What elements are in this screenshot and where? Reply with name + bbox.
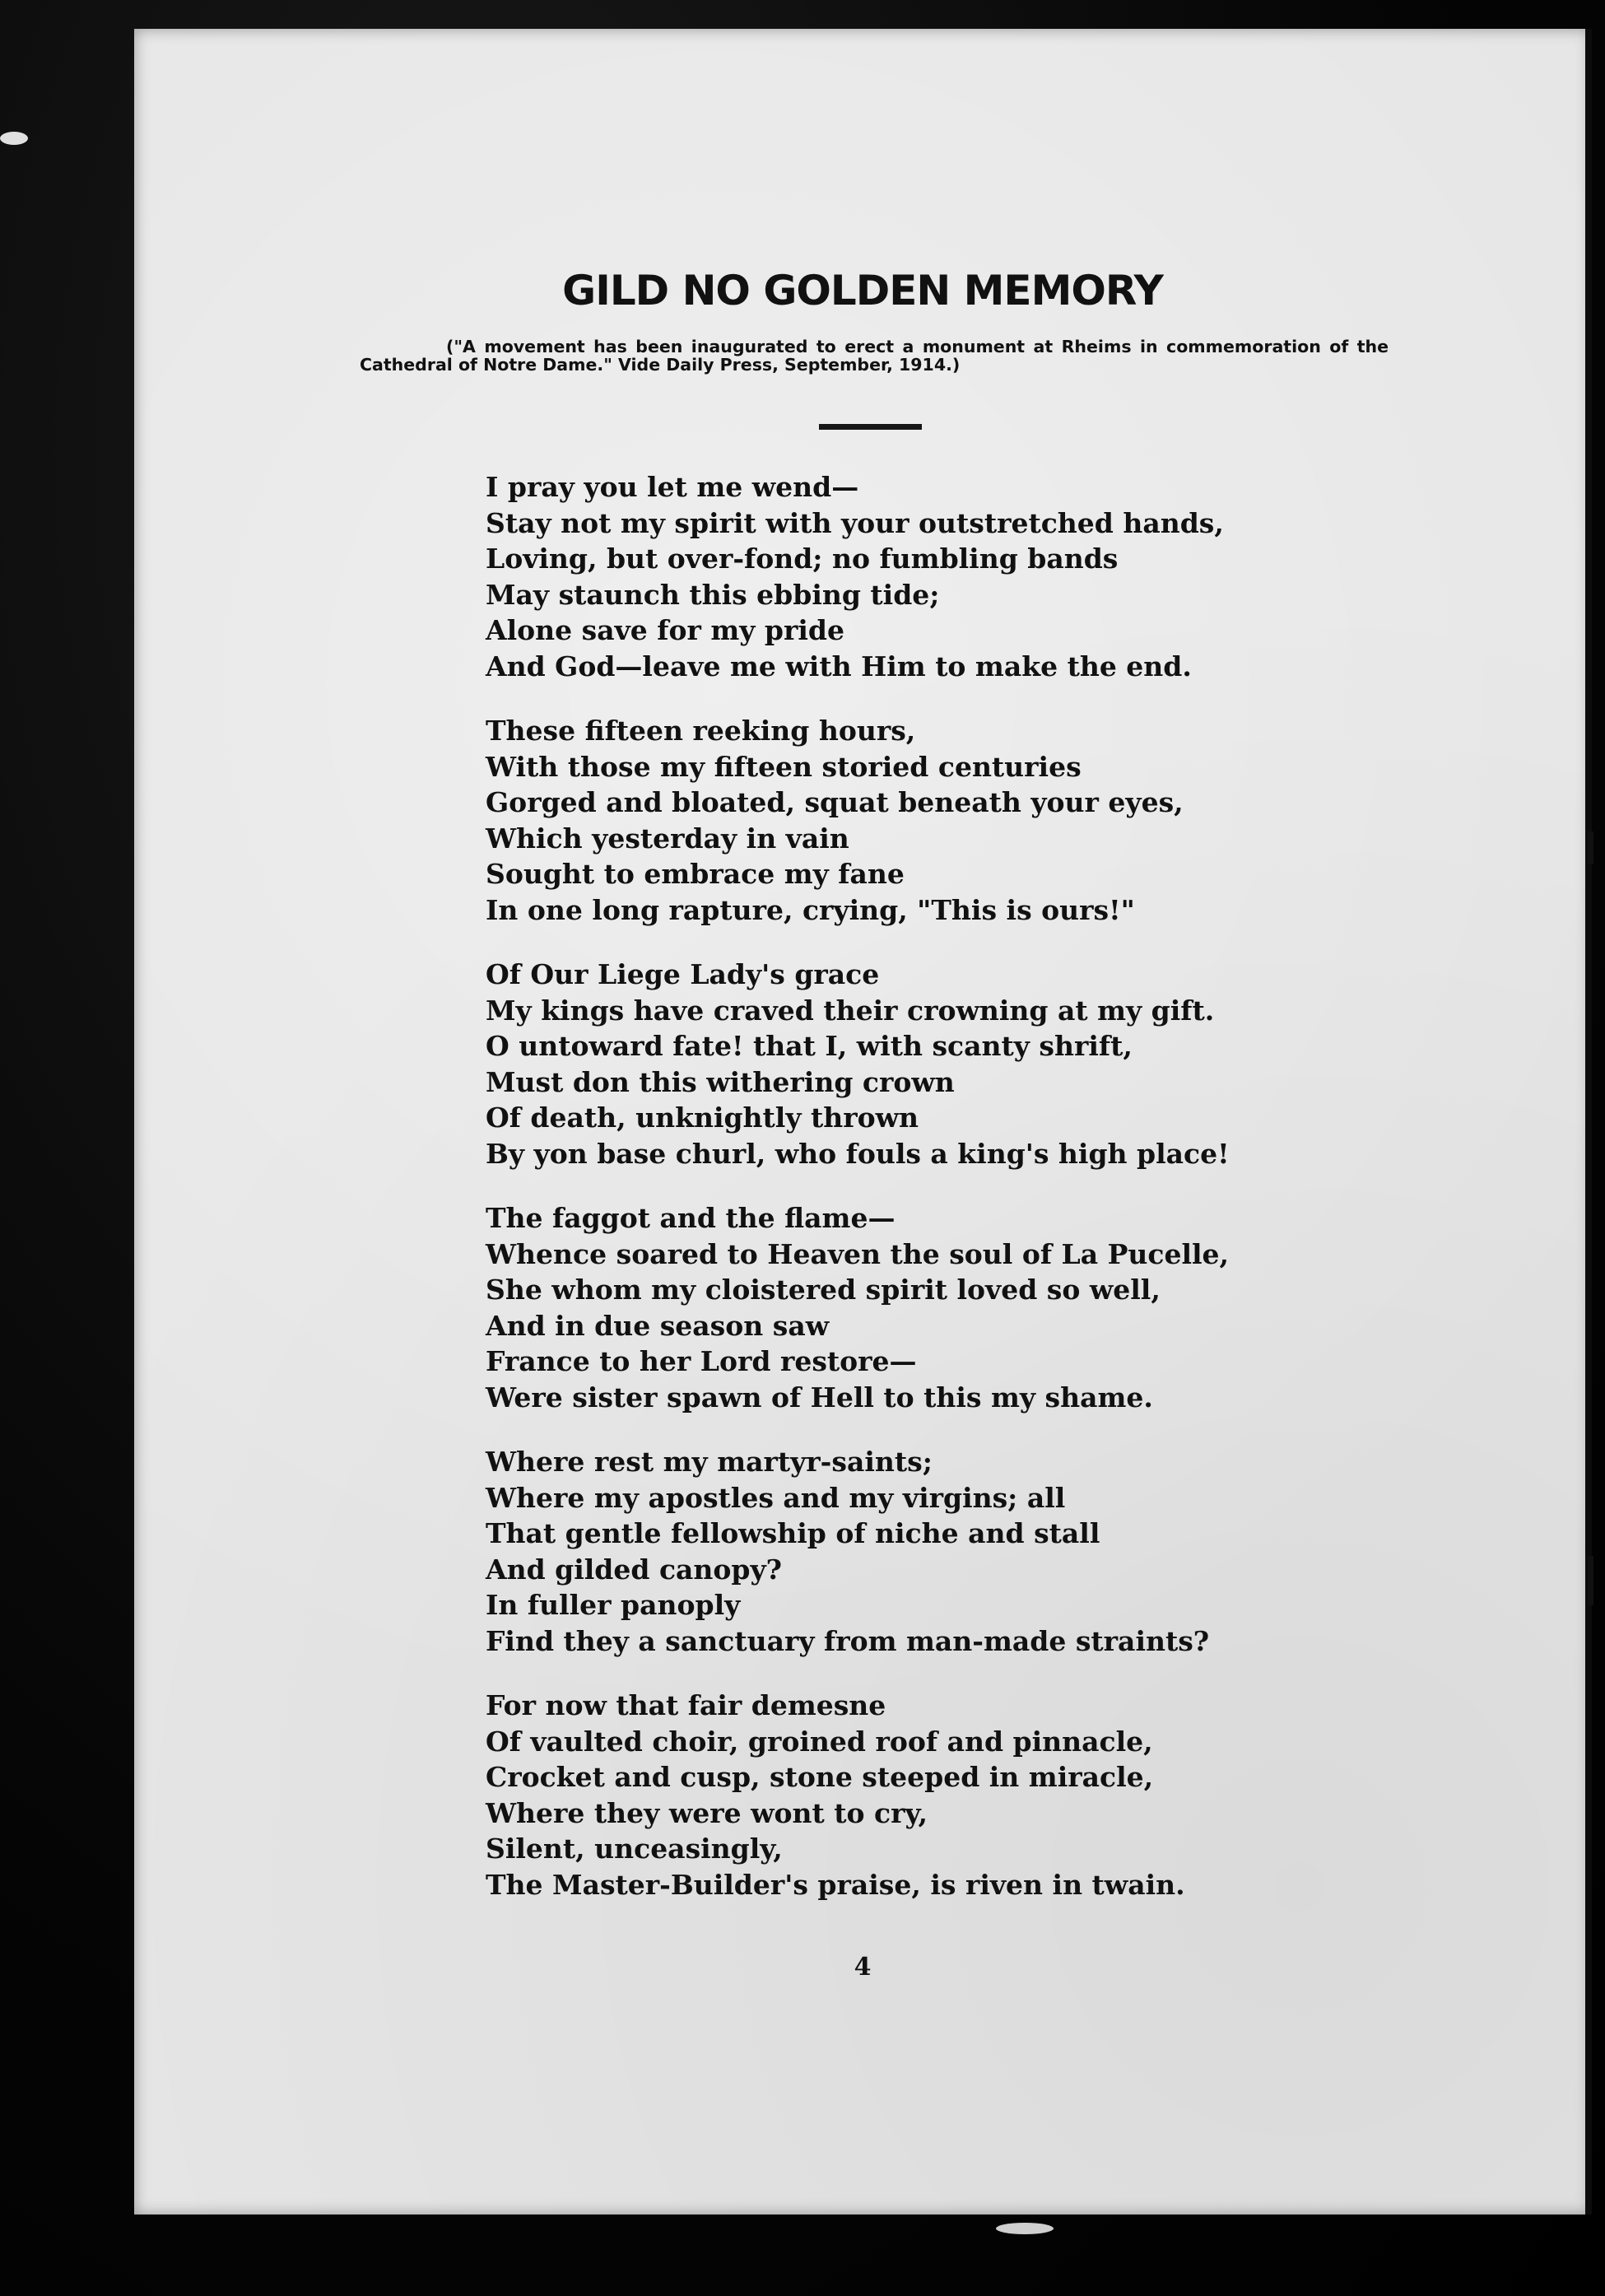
poem-line: I pray you let me wend— <box>486 471 859 503</box>
poem-line: Where rest my martyr-saints; <box>486 1446 933 1478</box>
page-number: 4 <box>854 1953 872 1982</box>
poem-line: And God—leave me with Him to make the end. <box>486 650 1192 682</box>
poem-line: Sought to embrace my fane <box>486 858 905 890</box>
poem-line: She whom my cloistered spirit loved so well, <box>486 1274 1161 1306</box>
poem-line: O untoward fate! that I, with scanty shrift, <box>486 1030 1133 1062</box>
poem-line: For now that fair demesne <box>486 1689 886 1721</box>
stanza-5 <box>486 1444 1375 1659</box>
poem-line: Silent, unceasingly, <box>486 1833 783 1865</box>
poem-body <box>486 469 1375 1931</box>
stanza-3 <box>486 957 1375 1171</box>
poem-line: And in due season saw <box>486 1309 830 1342</box>
poem-line: Where they were wont to cry, <box>486 1796 928 1829</box>
poem-line: By yon base churl, who fouls a king's high place! <box>486 1137 1230 1170</box>
poem-line: Must don this withering crown <box>486 1065 955 1098</box>
stanza-1 <box>486 469 1375 684</box>
poem-line: Of death, unknightly thrown <box>486 1101 919 1134</box>
poem-line: Of vaulted choir, groined roof and pinnacle, <box>486 1725 1153 1758</box>
scan-artifact <box>996 2223 1054 2234</box>
poem-line: Which yesterday in vain <box>486 822 849 855</box>
stanza-2 <box>486 713 1375 928</box>
poem-line: Crocket and cusp, stone steeped in miracle, <box>486 1761 1154 1793</box>
poem-line: Loving, but over-fond; no fumbling bands <box>486 543 1119 575</box>
edge-mark <box>1588 1556 1593 1605</box>
poem-line: In one long rapture, crying, "This is ours!" <box>486 893 1135 926</box>
poem-line: In fuller panoply <box>486 1589 741 1621</box>
poem-line: France to her Lord restore— <box>486 1345 917 1377</box>
poem-line: These fifteen reeking hours, <box>486 715 916 747</box>
poem-line: The faggot and the flame— <box>486 1202 896 1234</box>
poem-line: Find they a sanctuary from man-made straints? <box>486 1624 1210 1657</box>
poem-line: Were sister spawn of Hell to this my shame. <box>486 1381 1153 1413</box>
poem-line: The Master-Builder's praise, is riven in twain. <box>486 1868 1185 1901</box>
poem-line: Whence soared to Heaven the soul of La Pucelle, <box>486 1237 1230 1270</box>
poem-line: Where my apostles and my virgins; all <box>486 1481 1066 1514</box>
edge-mark <box>1588 831 1593 864</box>
title-divider <box>819 424 922 430</box>
stanza-6 <box>486 1688 1375 1902</box>
poem-title: GILD NO GOLDEN MEMORY <box>562 267 1163 314</box>
poem-line: My kings have craved their crowning at my gift. <box>486 994 1215 1027</box>
poem-line: Of Our Liege Lady's grace <box>486 958 880 990</box>
poem-line: Gorged and bloated, squat beneath your eyes, <box>486 786 1184 818</box>
poem-line: That gentle fellowship of niche and stall <box>486 1517 1100 1549</box>
poem-line: May staunch this ebbing tide; <box>486 578 940 611</box>
poem-line: Alone save for my pride <box>486 614 844 646</box>
poem-line: And gilded canopy? <box>486 1553 783 1586</box>
scan-artifact <box>0 132 28 145</box>
poem-line: With those my fifteen storied centuries <box>486 750 1082 783</box>
page-fold-line <box>1585 29 1592 2214</box>
epigraph: ("A movement has been inaugurated to erect a monument at Rheims in commemoration of the Cathedral of Notre Dame." Vide Daily Press, September, 1914.) <box>360 337 1389 375</box>
poem-line: Stay not my spirit with your outstretched hands, <box>486 506 1224 539</box>
stanza-4 <box>486 1200 1375 1415</box>
